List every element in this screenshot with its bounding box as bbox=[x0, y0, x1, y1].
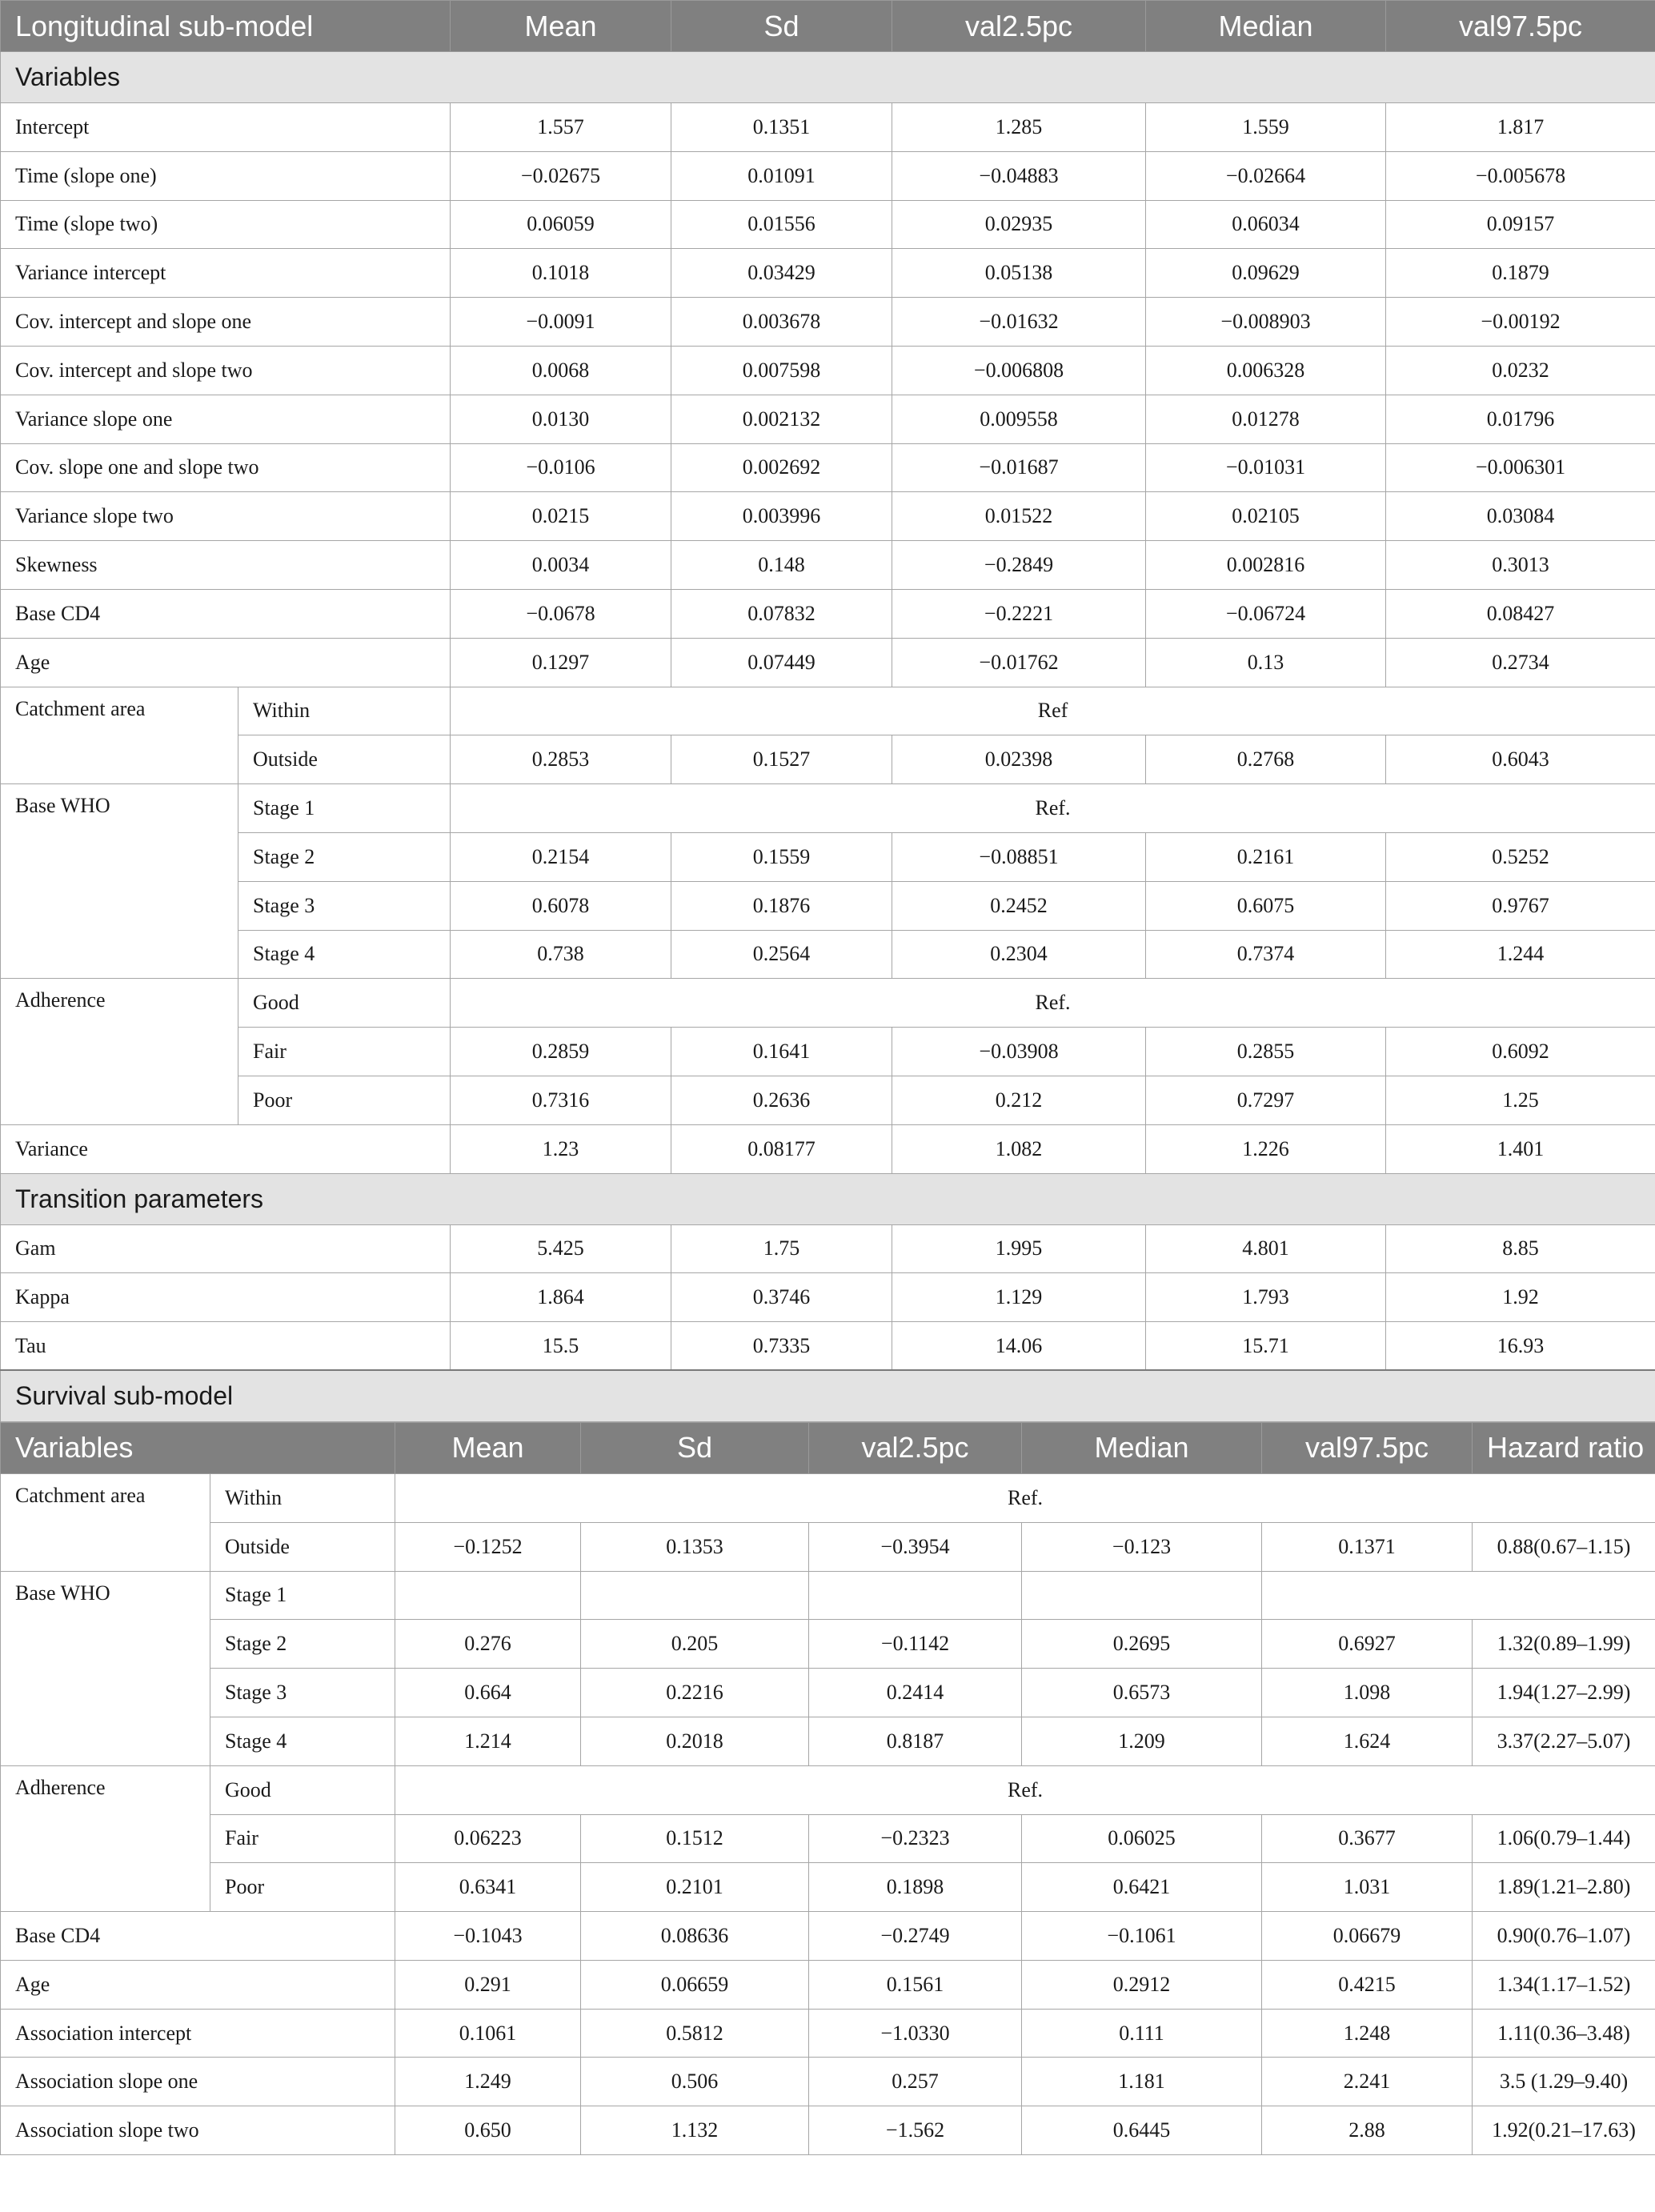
table-row bbox=[1, 1473, 1655, 1522]
cell-val97-5pc: 2.241 bbox=[1262, 2058, 1473, 2106]
row-label: Kappa bbox=[1, 1273, 451, 1322]
cell-val2-5pc: 0.8187 bbox=[809, 1717, 1022, 1765]
row-label: Gam bbox=[1, 1224, 451, 1273]
cell-val2-5pc: 0.01522 bbox=[892, 492, 1146, 541]
table-row bbox=[1, 1322, 1655, 1371]
cell-median: 0.6421 bbox=[1022, 1863, 1262, 1912]
table-row bbox=[1, 979, 1655, 1028]
cell-mean: 0.664 bbox=[395, 1669, 581, 1717]
cell-sd: 0.003996 bbox=[671, 492, 892, 541]
row-label: Tau bbox=[1, 1322, 451, 1371]
cell-mean: 0.0068 bbox=[451, 346, 671, 395]
cell-val97-5pc: 0.2734 bbox=[1386, 638, 1655, 687]
cell-hazard-ratio: 0.90(0.76–1.07) bbox=[1473, 1912, 1655, 1961]
cell-sd: 0.2636 bbox=[671, 1076, 892, 1124]
cell-median: 0.2855 bbox=[1146, 1028, 1386, 1076]
cell-mean: 1.23 bbox=[451, 1124, 671, 1173]
cell-median: 0.7374 bbox=[1146, 930, 1386, 979]
header-median: Median bbox=[1146, 1, 1386, 52]
cell-val97-5pc: 2.88 bbox=[1262, 2106, 1473, 2155]
row-label-variance: Variance bbox=[1, 1124, 451, 1173]
cell-val97-5pc: −0.005678 bbox=[1386, 151, 1655, 200]
row-sublabel-poor: Poor bbox=[238, 1076, 451, 1124]
cell-mean: 1.864 bbox=[451, 1273, 671, 1322]
ref-cell: Ref. bbox=[451, 979, 1655, 1028]
cell-val97-5pc: 0.06679 bbox=[1262, 1912, 1473, 1961]
cell-sd: 0.1559 bbox=[671, 832, 892, 881]
cell-val97-5pc: 16.93 bbox=[1386, 1322, 1655, 1371]
row-label: Time (slope two) bbox=[1, 200, 451, 249]
cell-mean: 0.738 bbox=[451, 930, 671, 979]
cell-median: 0.006328 bbox=[1146, 346, 1386, 395]
cell-median: 0.06034 bbox=[1146, 200, 1386, 249]
cell-val97-5pc: 0.3677 bbox=[1262, 1814, 1473, 1863]
cell-sd: 0.002692 bbox=[671, 443, 892, 492]
header-val97-5pc: val97.5pc bbox=[1262, 1422, 1473, 1473]
cell-median: 1.209 bbox=[1022, 1717, 1262, 1765]
cell-val97-5pc: 0.6043 bbox=[1386, 735, 1655, 784]
cell-mean: −0.0678 bbox=[451, 589, 671, 638]
cell-hazard-ratio: 1.06(0.79–1.44) bbox=[1473, 1814, 1655, 1863]
cell-mean: 0.6078 bbox=[451, 881, 671, 930]
cell-val2-5pc: 0.2304 bbox=[892, 930, 1146, 979]
cell-mean: −0.1252 bbox=[395, 1522, 581, 1571]
cell-median: 0.2912 bbox=[1022, 1960, 1262, 2009]
ref-cell: Ref. bbox=[395, 1765, 1655, 1814]
row-sublabel-stage-1: Stage 1 bbox=[210, 1571, 395, 1620]
cell-median: −0.06724 bbox=[1146, 589, 1386, 638]
cell-val2-5pc: 0.1561 bbox=[809, 1960, 1022, 2009]
table-row bbox=[1, 1224, 1655, 1273]
row-label-adherence: Adherence bbox=[1, 979, 238, 1124]
row-sublabel-stage-2: Stage 2 bbox=[238, 832, 451, 881]
cell-sd: 1.75 bbox=[671, 1224, 892, 1273]
cell-mean: 0.6341 bbox=[395, 1863, 581, 1912]
cell-median: 0.13 bbox=[1146, 638, 1386, 687]
cell-mean: 0.276 bbox=[395, 1620, 581, 1669]
cell-sd: 0.03429 bbox=[671, 249, 892, 298]
cell-sd: 0.01556 bbox=[671, 200, 892, 249]
cell-sd: 0.1876 bbox=[671, 881, 892, 930]
cell-median: 0.7297 bbox=[1146, 1076, 1386, 1124]
table-row bbox=[1, 1571, 1655, 1620]
cell-val97-5pc: 0.3013 bbox=[1386, 541, 1655, 590]
row-label: Time (slope one) bbox=[1, 151, 451, 200]
cell-val2-5pc: 1.129 bbox=[892, 1273, 1146, 1322]
table-row bbox=[1, 1273, 1655, 1322]
section-variables-row bbox=[1, 52, 1655, 103]
table-row bbox=[1, 735, 1655, 784]
cell-median: 0.6075 bbox=[1146, 881, 1386, 930]
cell-sd: 0.2216 bbox=[581, 1669, 809, 1717]
header-val2-5pc: val2.5pc bbox=[892, 1, 1146, 52]
cell-val2-5pc: 0.212 bbox=[892, 1076, 1146, 1124]
cell-hazard-ratio: 1.89(1.21–2.80) bbox=[1473, 1863, 1655, 1912]
cell-val97-5pc: 0.6092 bbox=[1386, 1028, 1655, 1076]
cell-val97-5pc: 0.1879 bbox=[1386, 249, 1655, 298]
cell-val97-5pc: 1.817 bbox=[1386, 103, 1655, 152]
cell-median: −0.123 bbox=[1022, 1522, 1262, 1571]
cell-sd: 0.07832 bbox=[671, 589, 892, 638]
cell-mean: −0.0091 bbox=[451, 298, 671, 347]
cell-median: 0.2161 bbox=[1146, 832, 1386, 881]
cell-sd: 0.2564 bbox=[671, 930, 892, 979]
table-row bbox=[1, 2106, 1655, 2155]
cell-median: 1.181 bbox=[1022, 2058, 1262, 2106]
cell-val97-5pc: 1.031 bbox=[1262, 1863, 1473, 1912]
cell-val2-5pc: 0.009558 bbox=[892, 395, 1146, 443]
cell-hazard-ratio: 3.5 (1.29–9.40) bbox=[1473, 2058, 1655, 2106]
table-row bbox=[1, 1765, 1655, 1814]
table-row bbox=[1, 395, 1655, 443]
table-row bbox=[1, 687, 1655, 735]
cell-val2-5pc: 0.2414 bbox=[809, 1669, 1022, 1717]
cell-mean: −0.0106 bbox=[451, 443, 671, 492]
row-sublabel-fair: Fair bbox=[210, 1814, 395, 1863]
row-label: Variance slope two bbox=[1, 492, 451, 541]
row-sublabel-outside: Outside bbox=[210, 1522, 395, 1571]
survival-header-row bbox=[1, 1422, 1655, 1473]
cell-median: 0.01278 bbox=[1146, 395, 1386, 443]
table-row bbox=[1, 200, 1655, 249]
transition-rows bbox=[1, 1224, 1655, 1370]
cell-val2-5pc: 0.1898 bbox=[809, 1863, 1022, 1912]
cell-val2-5pc: −0.3954 bbox=[809, 1522, 1022, 1571]
row-sublabel-stage-4: Stage 4 bbox=[210, 1717, 395, 1765]
table-row bbox=[1, 103, 1655, 152]
header-variables: Variables bbox=[1, 1422, 395, 1473]
section-transition-row bbox=[1, 1173, 1655, 1224]
table-row bbox=[1, 298, 1655, 347]
cell-median: 0.06025 bbox=[1022, 1814, 1262, 1863]
cell-val2-5pc: −0.1142 bbox=[809, 1620, 1022, 1669]
cell-val2-5pc: 0.02935 bbox=[892, 200, 1146, 249]
cell-hazard-ratio: 1.34(1.17–1.52) bbox=[1473, 1960, 1655, 2009]
table-row bbox=[1, 346, 1655, 395]
cell-mean: 0.1018 bbox=[451, 249, 671, 298]
cell-median: 1.226 bbox=[1146, 1124, 1386, 1173]
row-label: Age bbox=[1, 638, 451, 687]
row-sublabel-stage-3: Stage 3 bbox=[210, 1669, 395, 1717]
row-sublabel-fair: Fair bbox=[238, 1028, 451, 1076]
cell-val2-5pc: 14.06 bbox=[892, 1322, 1146, 1371]
cell-sd: 0.2101 bbox=[581, 1863, 809, 1912]
ref-cell: Ref bbox=[451, 687, 1655, 735]
cell-val97-5pc: 0.0232 bbox=[1386, 346, 1655, 395]
row-label-catchment-area: Catchment area bbox=[1, 1473, 210, 1571]
cell-val2-5pc: −0.006808 bbox=[892, 346, 1146, 395]
cell-sd: 0.7335 bbox=[671, 1322, 892, 1371]
cell-sd: 0.003678 bbox=[671, 298, 892, 347]
cell-mean: 0.1061 bbox=[395, 2009, 581, 2058]
table-row bbox=[1, 492, 1655, 541]
header-mean: Mean bbox=[451, 1, 671, 52]
table-row bbox=[1, 1814, 1655, 1863]
cell-sd: 0.1351 bbox=[671, 103, 892, 152]
header-val2-5pc: val2.5pc bbox=[809, 1422, 1022, 1473]
cell-sd: 0.3746 bbox=[671, 1273, 892, 1322]
cell-val2-5pc: −0.01632 bbox=[892, 298, 1146, 347]
cell-mean: 0.0215 bbox=[451, 492, 671, 541]
table-row bbox=[1, 1669, 1655, 1717]
row-label-catchment-area: Catchment area bbox=[1, 687, 238, 784]
cell-mean: 0.650 bbox=[395, 2106, 581, 2155]
cell-median: −0.1061 bbox=[1022, 1912, 1262, 1961]
row-sublabel-good: Good bbox=[238, 979, 451, 1028]
row-sublabel-poor: Poor bbox=[210, 1863, 395, 1912]
cell-median: 4.801 bbox=[1146, 1224, 1386, 1273]
row-label: Cov. slope one and slope two bbox=[1, 443, 451, 492]
cell-sd: 0.1527 bbox=[671, 735, 892, 784]
cell-val2-5pc: 0.257 bbox=[809, 2058, 1022, 2106]
cell-sd: 0.08177 bbox=[671, 1124, 892, 1173]
row-label: Association slope two bbox=[1, 2106, 395, 2155]
table-row bbox=[1, 1076, 1655, 1124]
table-row bbox=[1, 1028, 1655, 1076]
header-sd: Sd bbox=[671, 1, 892, 52]
cell-mean: 0.1297 bbox=[451, 638, 671, 687]
cell-val97-5pc: 0.5252 bbox=[1386, 832, 1655, 881]
cell-empty bbox=[1022, 1571, 1262, 1620]
cell-mean: 0.7316 bbox=[451, 1076, 671, 1124]
cell-hazard-ratio: 3.37(2.27–5.07) bbox=[1473, 1717, 1655, 1765]
table-row bbox=[1, 638, 1655, 687]
cell-mean: −0.02675 bbox=[451, 151, 671, 200]
table-row bbox=[1, 541, 1655, 590]
cell-sd: 0.506 bbox=[581, 2058, 809, 2106]
table-row bbox=[1, 2058, 1655, 2106]
cell-mean: 0.0034 bbox=[451, 541, 671, 590]
cell-val97-5pc: 0.6927 bbox=[1262, 1620, 1473, 1669]
cell-empty bbox=[809, 1571, 1022, 1620]
cell-val2-5pc: −0.2749 bbox=[809, 1912, 1022, 1961]
cell-sd: 0.06659 bbox=[581, 1960, 809, 2009]
cell-sd: 0.205 bbox=[581, 1620, 809, 1669]
row-label: Intercept bbox=[1, 103, 451, 152]
table-row bbox=[1, 832, 1655, 881]
header-val97-5pc: val97.5pc bbox=[1386, 1, 1655, 52]
section-transition-parameters: Transition parameters bbox=[1, 1173, 1655, 1224]
row-sublabel-stage-4: Stage 4 bbox=[238, 930, 451, 979]
header-mean: Mean bbox=[395, 1422, 581, 1473]
cell-median: 0.6445 bbox=[1022, 2106, 1262, 2155]
cell-mean: 0.2859 bbox=[451, 1028, 671, 1076]
cell-empty bbox=[581, 1571, 809, 1620]
table-row bbox=[1, 249, 1655, 298]
cell-val97-5pc: 0.03084 bbox=[1386, 492, 1655, 541]
table-row bbox=[1, 1912, 1655, 1961]
cell-val97-5pc: −0.006301 bbox=[1386, 443, 1655, 492]
row-label-base-who: Base WHO bbox=[1, 1571, 210, 1765]
table-row bbox=[1, 2009, 1655, 2058]
cell-median: −0.01031 bbox=[1146, 443, 1386, 492]
table-row bbox=[1, 589, 1655, 638]
cell-val97-5pc: 1.098 bbox=[1262, 1669, 1473, 1717]
row-sublabel-stage-3: Stage 3 bbox=[238, 881, 451, 930]
row-sublabel-within: Within bbox=[238, 687, 451, 735]
table-row bbox=[1, 784, 1655, 833]
cell-val97-5pc: 0.08427 bbox=[1386, 589, 1655, 638]
survival-table bbox=[0, 1422, 1655, 2155]
header-median: Median bbox=[1022, 1422, 1262, 1473]
cell-empty bbox=[1262, 1571, 1655, 1620]
cell-val97-5pc: 1.624 bbox=[1262, 1717, 1473, 1765]
cell-val2-5pc: −0.01762 bbox=[892, 638, 1146, 687]
section-survival-row bbox=[1, 1370, 1655, 1421]
row-sublabel-good: Good bbox=[210, 1765, 395, 1814]
row-label: Cov. intercept and slope one bbox=[1, 298, 451, 347]
cell-val97-5pc: 0.09157 bbox=[1386, 200, 1655, 249]
cell-median: 1.793 bbox=[1146, 1273, 1386, 1322]
cell-sd: 0.07449 bbox=[671, 638, 892, 687]
cell-val97-5pc: 0.9767 bbox=[1386, 881, 1655, 930]
cell-median: −0.02664 bbox=[1146, 151, 1386, 200]
cell-val2-5pc: 1.082 bbox=[892, 1124, 1146, 1173]
cell-val2-5pc: 0.05138 bbox=[892, 249, 1146, 298]
cell-mean: 1.214 bbox=[395, 1717, 581, 1765]
cell-val97-5pc: −0.00192 bbox=[1386, 298, 1655, 347]
cell-hazard-ratio: 1.92(0.21–17.63) bbox=[1473, 2106, 1655, 2155]
table-row bbox=[1, 443, 1655, 492]
row-label: Variance slope one bbox=[1, 395, 451, 443]
row-sublabel-outside: Outside bbox=[238, 735, 451, 784]
cell-sd: 0.148 bbox=[671, 541, 892, 590]
cell-sd: 0.007598 bbox=[671, 346, 892, 395]
cell-val2-5pc: −1.0330 bbox=[809, 2009, 1022, 2058]
row-label: Base CD4 bbox=[1, 589, 451, 638]
cell-sd: 0.5812 bbox=[581, 2009, 809, 2058]
table-row bbox=[1, 1124, 1655, 1173]
cell-val2-5pc: −0.2221 bbox=[892, 589, 1146, 638]
cell-val2-5pc: 1.995 bbox=[892, 1224, 1146, 1273]
table-row bbox=[1, 930, 1655, 979]
cell-hazard-ratio: 1.94(1.27–2.99) bbox=[1473, 1669, 1655, 1717]
table-row bbox=[1, 1717, 1655, 1765]
cell-val2-5pc: −0.08851 bbox=[892, 832, 1146, 881]
row-label: Association intercept bbox=[1, 2009, 395, 2058]
cell-hazard-ratio: 1.11(0.36–3.48) bbox=[1473, 2009, 1655, 2058]
cell-mean: 5.425 bbox=[451, 1224, 671, 1273]
table-row bbox=[1, 881, 1655, 930]
cell-val97-5pc: 8.85 bbox=[1386, 1224, 1655, 1273]
cell-val97-5pc: 1.25 bbox=[1386, 1076, 1655, 1124]
cell-val2-5pc: −0.2849 bbox=[892, 541, 1146, 590]
cell-sd: 0.2018 bbox=[581, 1717, 809, 1765]
cell-sd: 0.1512 bbox=[581, 1814, 809, 1863]
row-label: Age bbox=[1, 1960, 395, 2009]
table-row bbox=[1, 1863, 1655, 1912]
longitudinal-simple-rows bbox=[1, 103, 1655, 687]
cell-val97-5pc: 1.92 bbox=[1386, 1273, 1655, 1322]
cell-median: 0.2695 bbox=[1022, 1620, 1262, 1669]
cell-val2-5pc: −0.04883 bbox=[892, 151, 1146, 200]
cell-mean: 15.5 bbox=[451, 1322, 671, 1371]
cell-val2-5pc: 0.2452 bbox=[892, 881, 1146, 930]
cell-median: 0.02105 bbox=[1146, 492, 1386, 541]
survival-sub-model-title: Survival sub-model bbox=[1, 1370, 1655, 1421]
row-label-adherence: Adherence bbox=[1, 1765, 210, 1911]
row-label: Skewness bbox=[1, 541, 451, 590]
cell-val97-5pc: 0.4215 bbox=[1262, 1960, 1473, 2009]
header-longitudinal-sub-model: Longitudinal sub-model bbox=[1, 1, 451, 52]
table-row bbox=[1, 1620, 1655, 1669]
survival-simple-rows bbox=[1, 1912, 1655, 2155]
cell-median: 0.09629 bbox=[1146, 249, 1386, 298]
cell-median: −0.008903 bbox=[1146, 298, 1386, 347]
cell-mean: −0.1043 bbox=[395, 1912, 581, 1961]
row-label-base-who: Base WHO bbox=[1, 784, 238, 979]
cell-mean: 1.249 bbox=[395, 2058, 581, 2106]
row-label: Variance intercept bbox=[1, 249, 451, 298]
cell-val2-5pc: −0.01687 bbox=[892, 443, 1146, 492]
cell-empty bbox=[395, 1571, 581, 1620]
cell-median: 0.6573 bbox=[1022, 1669, 1262, 1717]
cell-val97-5pc: 1.248 bbox=[1262, 2009, 1473, 2058]
header-hazard-ratio: Hazard ratio bbox=[1473, 1422, 1655, 1473]
cell-mean: 0.291 bbox=[395, 1960, 581, 2009]
cell-val2-5pc: −0.03908 bbox=[892, 1028, 1146, 1076]
cell-sd: 0.1641 bbox=[671, 1028, 892, 1076]
section-variables: Variables bbox=[1, 52, 1655, 103]
cell-val2-5pc: 0.02398 bbox=[892, 735, 1146, 784]
cell-hazard-ratio: 0.88(0.67–1.15) bbox=[1473, 1522, 1655, 1571]
ref-cell: Ref. bbox=[451, 784, 1655, 833]
cell-val97-5pc: 1.244 bbox=[1386, 930, 1655, 979]
row-label: Cov. intercept and slope two bbox=[1, 346, 451, 395]
row-sublabel-within: Within bbox=[210, 1473, 395, 1522]
row-label: Association slope one bbox=[1, 2058, 395, 2106]
cell-val2-5pc: 1.285 bbox=[892, 103, 1146, 152]
cell-sd: 0.08636 bbox=[581, 1912, 809, 1961]
cell-median: 15.71 bbox=[1146, 1322, 1386, 1371]
table-row bbox=[1, 1960, 1655, 2009]
cell-median: 0.002816 bbox=[1146, 541, 1386, 590]
cell-median: 0.2768 bbox=[1146, 735, 1386, 784]
cell-mean: 0.06059 bbox=[451, 200, 671, 249]
cell-mean: 0.2853 bbox=[451, 735, 671, 784]
cell-hazard-ratio: 1.32(0.89–1.99) bbox=[1473, 1620, 1655, 1669]
cell-mean: 1.557 bbox=[451, 103, 671, 152]
row-label: Base CD4 bbox=[1, 1912, 395, 1961]
ref-cell: Ref. bbox=[395, 1473, 1655, 1522]
cell-median: 1.559 bbox=[1146, 103, 1386, 152]
cell-sd: 0.002132 bbox=[671, 395, 892, 443]
longitudinal-header-row bbox=[1, 1, 1655, 52]
row-sublabel-stage-1: Stage 1 bbox=[238, 784, 451, 833]
cell-val2-5pc: −1.562 bbox=[809, 2106, 1022, 2155]
cell-val97-5pc: 0.01796 bbox=[1386, 395, 1655, 443]
table-row bbox=[1, 151, 1655, 200]
cell-sd: 0.1353 bbox=[581, 1522, 809, 1571]
table-row bbox=[1, 1522, 1655, 1571]
cell-median: 0.111 bbox=[1022, 2009, 1262, 2058]
cell-mean: 0.0130 bbox=[451, 395, 671, 443]
cell-sd: 1.132 bbox=[581, 2106, 809, 2155]
cell-sd: 0.01091 bbox=[671, 151, 892, 200]
cell-val2-5pc: −0.2323 bbox=[809, 1814, 1022, 1863]
cell-mean: 0.2154 bbox=[451, 832, 671, 881]
header-sd: Sd bbox=[581, 1422, 809, 1473]
cell-mean: 0.06223 bbox=[395, 1814, 581, 1863]
cell-val97-5pc: 0.1371 bbox=[1262, 1522, 1473, 1571]
cell-val97-5pc: 1.401 bbox=[1386, 1124, 1655, 1173]
row-sublabel-stage-2: Stage 2 bbox=[210, 1620, 395, 1669]
